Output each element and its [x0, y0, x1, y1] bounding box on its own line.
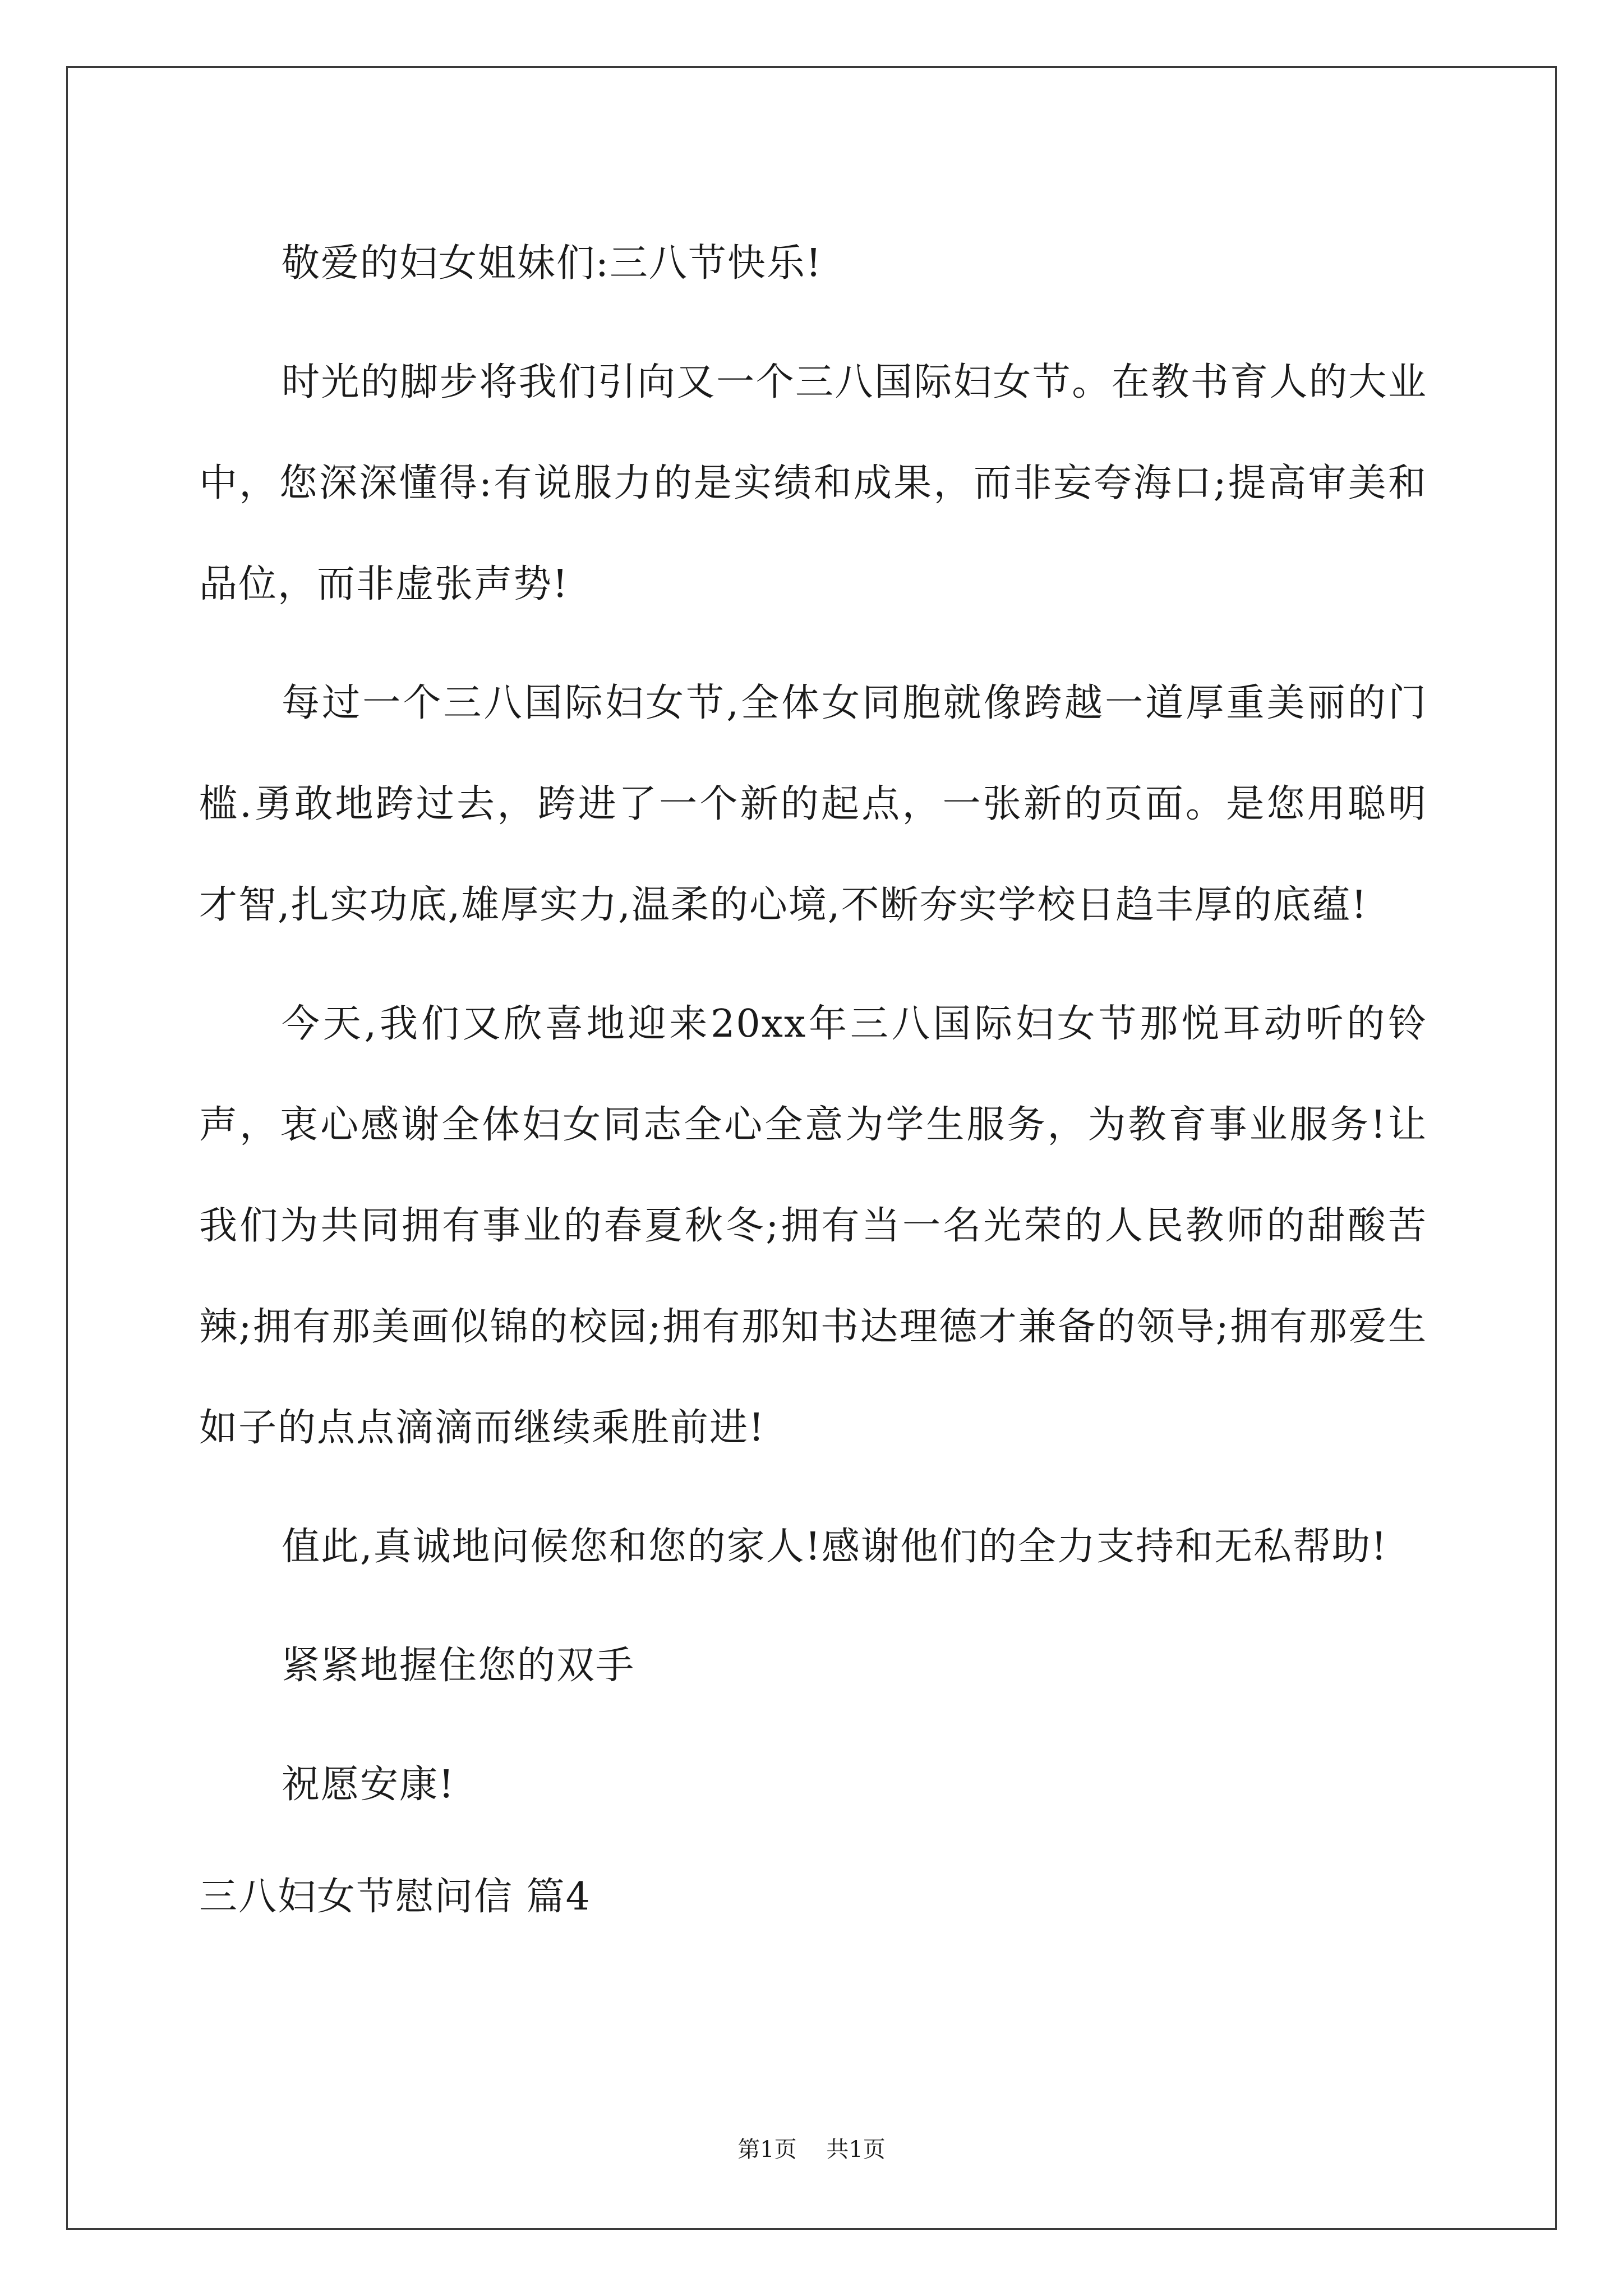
body-paragraph-1: 时光的脚步将我们引向又一个三八国际妇女节。在教书育人的大业中，您深深懂得:有说服力的是实绩和成果，而非妄夸海口;提高审美和品位，而非虚张声势!: [199, 360, 1427, 606]
greeting-paragraph: 敬爱的妇女姐妹们:三八节快乐!: [282, 241, 823, 286]
body-paragraph-3: 今天,我们又欣喜地迎来20xx年三八国际妇女节那悦耳动听的铃声，衷心感谢全体妇女同志全心全意为学生服务，为教育事业服务!让我们为共同拥有事业的春夏秋冬;拥有当一名光荣的人民教师的甜酸苦辣;拥有那美画似锦的校园;拥有那知书达理德才兼备的领导;拥有那爱生如子的点点滴滴而继续乘胜前进!: [199, 1002, 1427, 1450]
body-paragraph-4: 值此,真诚地问候您和您的家人!感谢他们的全力支持和无私帮助!: [282, 1525, 1388, 1569]
body-paragraph-2: 每过一个三八国际妇女节,全体女同胞就像跨越一道厚重美丽的门槛.勇敢地跨过去，跨进了一个新的起点，一张新的页面。是您用聪明才智,扎实功底,雄厚实力,温柔的心境,不断夯实学校日趋丰厚的底蕴!: [199, 681, 1427, 927]
closing-line-1: 紧紧地握住您的双手: [282, 1644, 635, 1688]
page-number-current: 第1页: [737, 2137, 797, 2162]
page-footer: [0, 2132, 1623, 2164]
document-body: [199, 213, 1427, 1948]
page-number-total: 共1页: [826, 2137, 886, 2162]
section-heading: 三八妇女节慰问信 篇4: [199, 1875, 591, 1919]
closing-line-2: 祝愿安康!: [282, 1763, 455, 1807]
